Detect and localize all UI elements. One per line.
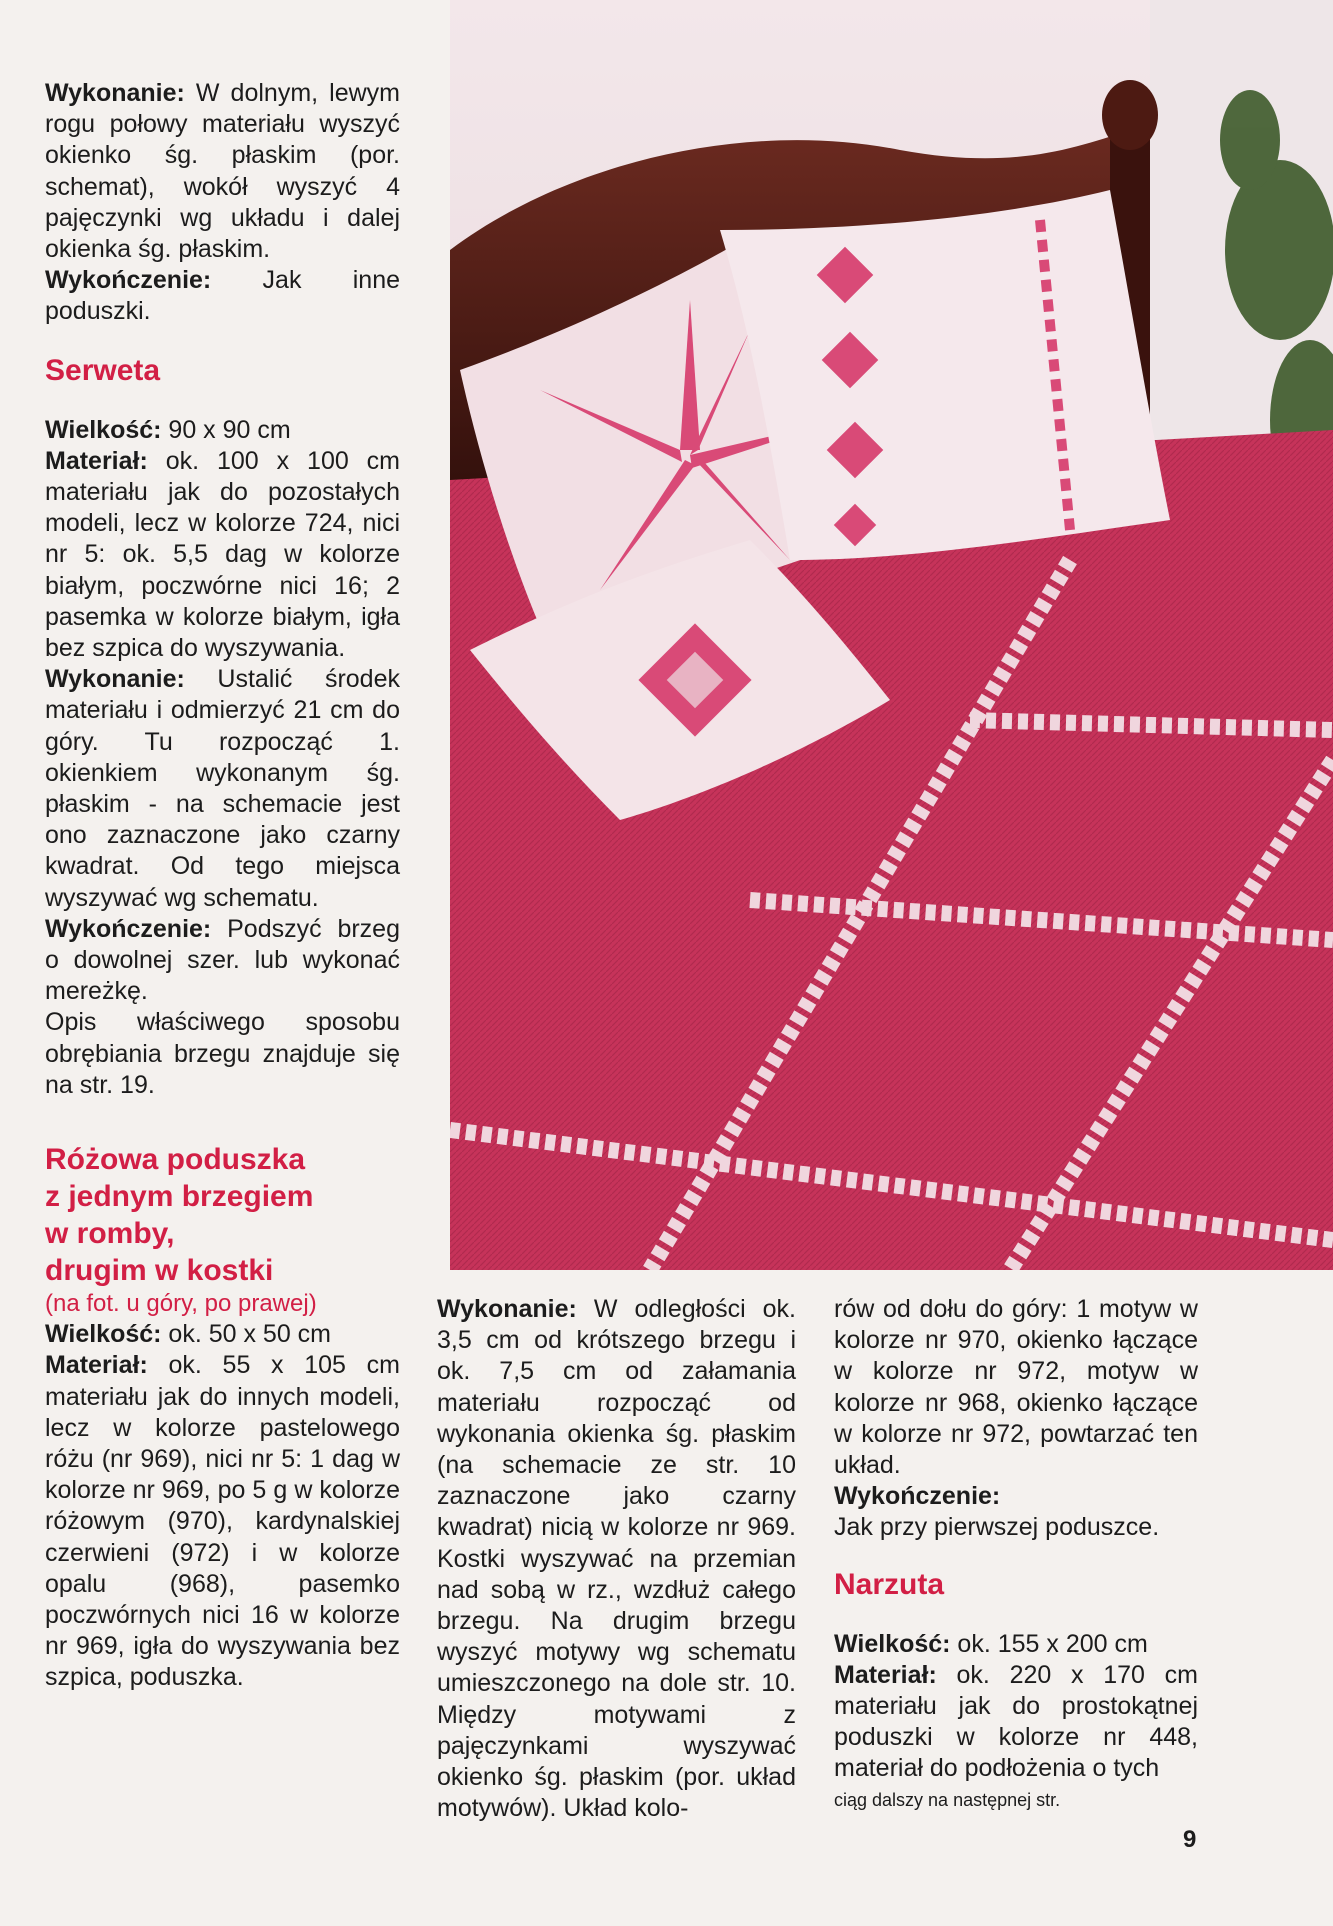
serweta-material: Materiał: ok. 100 x 100 cm materiału jak do pozostałych modeli, lecz w kolorze 724, nici nr 5: ok. 5,5 dag w kolorze białym, poczwórne nici 16; 2 pasemka w kolorze białym, igła bez szpica do wyszywania. <box>45 446 400 663</box>
middle-column <box>437 1294 796 1824</box>
pink-pillow-heading: Różowa poduszka z jednym brzegiem w romby, drugim w kostki (na fot. u góry, po prawej) <box>45 1141 400 1319</box>
right-finish-label: Wykończenie: <box>834 1482 1001 1511</box>
serweta-size: Wielkość: 90 x 90 cm <box>45 415 291 444</box>
middle-execution: Wykonanie: W odległości ok. 3,5 cm od krótszego brzegu i ok. 7,5 cm od załamania materiału rozpocząć od wykonania okienka śg. płaskim (na schemacie ze str. 10 zaznaczone jako czarny kwadrat) nicią w kolorze nr 969. Kostki wyszywać na przemian nad sobą w rz., wzdłuż całego brzegu. Na drugim brzegu wyszyć motywy wg schematu umieszczonego na dole str. 10. Między motywami z pajęczynkami wyszywać okienko śg. płaskim (por. układ motywów). Układ kolo- <box>437 1295 796 1823</box>
serweta-finish: Wykończenie: Podszyć brzeg o dowolnej szer. lub wykonać mereżkę. <box>45 914 400 1006</box>
serweta-execution: Wykonanie: Ustalić środek materiału i odmierzyć 21 cm do góry. Tu rozpocząć 1. okienkiem wykonanym śg. płaskim - na schemacie jest ono zaznaczone jako czarny kwadrat. Od tego miejsca wyszywać wg schematu. <box>45 665 400 912</box>
narzuta-size: Wielkość: ok. 155 x 200 cm <box>834 1629 1148 1658</box>
right-finish-text: Jak przy pierwszej poduszce. <box>834 1513 1160 1542</box>
right-column <box>834 1294 1198 1816</box>
label: Wykonanie: <box>45 79 185 107</box>
narzuta-material: Materiał: ok. 220 x 170 cm materiału jak do prostokątnej poduszki w kolorze nr 448, materiał do podłożenia o tych <box>834 1660 1198 1783</box>
intro-paragraph: Wykonanie: W dolnym, lewym rogu połowy materiału wyszyć okienko śg. płaskim (por. schemat), wokół wyszyć 4 pajęczynki wg układu i dalej okienka śg. płaskim. <box>45 79 400 264</box>
intro-finish-paragraph: Wykończenie: Jak inne poduszki. <box>45 266 400 326</box>
left-column <box>45 78 400 1694</box>
continued-note: ciąg dalszy na następnej str. <box>834 1789 1061 1810</box>
color-order-text: rów od dołu do góry: 1 motyw w kolorze nr 970, okienko łączące w kolorze nr 972, motyw w kolorze nr 968, okienko łączące w kolorze nr 972, powtarzać ten układ. <box>834 1295 1198 1480</box>
page-number: 9 <box>1183 1826 1197 1853</box>
heading-serweta: Serweta <box>45 353 161 387</box>
heading-narzuta: Narzuta <box>834 1567 945 1601</box>
pink-size: Wielkość: ok. 50 x 50 cm <box>45 1320 332 1349</box>
pink-material: Materiał: ok. 55 x 105 cm materiału jak do innych modeli, lecz w kolorze pastelowego różu (nr 969), nici nr 5: 1 dag w kolorze nr 969, po 5 g w kolorze różowym (970), kardynalskiej czerwieni (972) i w kolorze opalu (968), pasemko poczwórnych nici 16 w kolorze nr 969, igła do wyszywania bez szpica, poduszka. <box>45 1351 400 1692</box>
bedding-photo <box>450 0 1333 1270</box>
pink-pillow-subtitle: (na fot. u góry, po prawej) <box>45 1290 317 1318</box>
serweta-note: Opis właściwego sposobu obrębiania brzegu znajduje się na str. 19. <box>45 1008 400 1099</box>
